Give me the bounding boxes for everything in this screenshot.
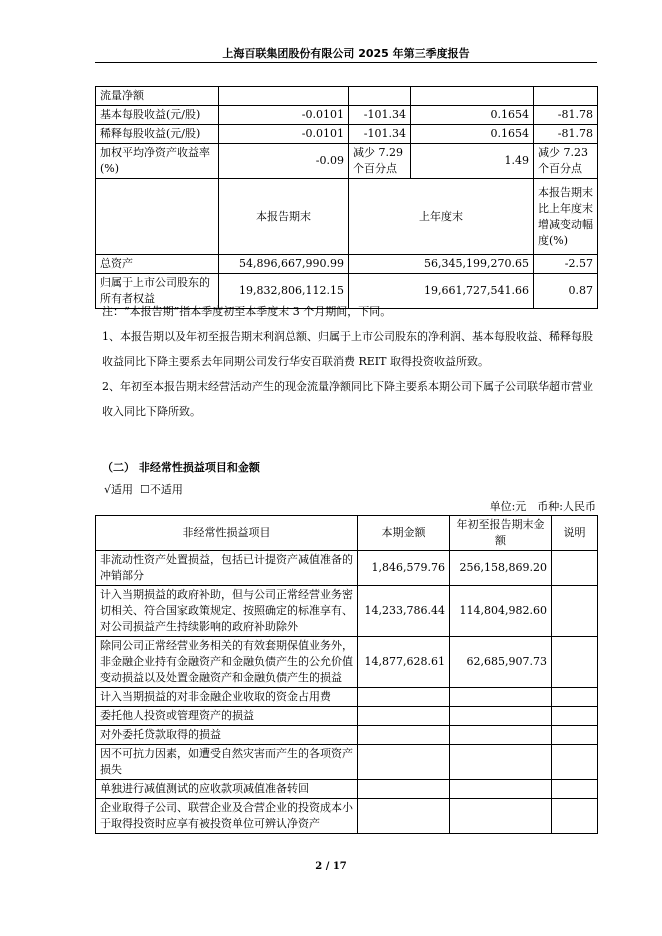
- non-recurring-items-table: [95, 515, 598, 834]
- cell: [96, 179, 219, 255]
- cell: [552, 688, 598, 707]
- table-row: [96, 637, 598, 688]
- row-label: 企业取得子公司、联营企业及合营企业的投资成本小于取得投资时应享有被投资单位可辨认净资产: [96, 799, 358, 834]
- row-label: 加权平均净资产收益率 (%): [96, 144, 219, 179]
- table-header-row: [96, 179, 598, 255]
- table-row: [96, 125, 598, 144]
- row-label: 总资产: [96, 255, 219, 274]
- column-header: 说明: [552, 516, 598, 551]
- table-row: [96, 780, 598, 799]
- cell: 1,846,579.76: [358, 551, 450, 586]
- row-label: 稀释每股收益(元/股): [96, 125, 219, 144]
- cell: 14,233,786.44: [358, 586, 450, 637]
- cell: [358, 688, 450, 707]
- cell: [358, 726, 450, 745]
- header-rule: [95, 62, 597, 63]
- row-label: 计入当期损益的对非金融企业收取的资金占用费: [96, 688, 358, 707]
- cell: [552, 726, 598, 745]
- column-header: 上年度末: [349, 179, 534, 255]
- row-label: 基本每股收益(元/股): [96, 106, 219, 125]
- table-row: [96, 87, 598, 106]
- table-row: [96, 255, 598, 274]
- cell: -101.34: [349, 125, 411, 144]
- cell: 0.1654: [411, 106, 534, 125]
- cell: [349, 87, 411, 106]
- cell: 减少 7.29 个百分点: [349, 144, 411, 179]
- cell: 减少 7.23 个百分点: [534, 144, 598, 179]
- table-header-row: [96, 516, 598, 551]
- cell: [552, 799, 598, 834]
- applicable-checked: √适用: [104, 483, 134, 496]
- cell: [552, 551, 598, 586]
- financial-indicators-table: [95, 86, 598, 309]
- cell: [534, 87, 598, 106]
- cell: 62,685,907.73: [450, 637, 552, 688]
- page-number: 2 / 17: [315, 861, 347, 872]
- cell: -81.78: [534, 106, 598, 125]
- explanation-1: 1、本报告期以及年初至报告期末利润总额、归属于上市公司股东的净利润、基本每股收益、稀释每股收益同比下降主要系去年同期公司发行华安百联消费 REIT 取得投资收益所致。: [102, 330, 593, 368]
- row-label: 除同公司正常经营业务相关的有效套期保值业务外，非金融企业持有金融资产和金融负债产生的公允价值变动损益以及处置金融资产和金融负债产生的损益: [96, 637, 358, 688]
- cell: -2.57: [534, 255, 598, 274]
- cell: 256,158,869.20: [450, 551, 552, 586]
- table-row: [96, 707, 598, 726]
- cell: [358, 745, 450, 780]
- cell: [450, 707, 552, 726]
- row-label: 计入当期损益的政府补助，但与公司正常经营业务密切相关、符合国家政策规定、按照确定的标准享有、对公司损益产生持续影响的政府补助除外: [96, 586, 358, 637]
- cell: [552, 586, 598, 637]
- row-label: 因不可抗力因素，如遭受自然灾害而产生的各项资产损失: [96, 745, 358, 780]
- table-row: [96, 726, 598, 745]
- cell: [450, 780, 552, 799]
- column-header: 年初至报告期末金额: [450, 516, 552, 551]
- row-label: 委托他人投资或管理资产的损益: [96, 707, 358, 726]
- row-label: 非流动性资产处置损益，包括已计提资产减值准备的冲销部分: [96, 551, 358, 586]
- section-title: （二） 非经常性损益项目和金额: [102, 461, 260, 474]
- not-applicable-checkbox: ☐不适用: [140, 483, 183, 496]
- column-header: 非经常性损益项目: [96, 516, 358, 551]
- cell: -81.78: [534, 125, 598, 144]
- cell: 19,832,806,112.15: [219, 274, 349, 309]
- table-row: [96, 586, 598, 637]
- cell: -101.34: [349, 106, 411, 125]
- cell: [411, 87, 534, 106]
- table-row: [96, 799, 598, 834]
- cell: [450, 726, 552, 745]
- column-header: 本报告期末比上年度末增减变动幅度(%): [534, 179, 598, 255]
- cell: [552, 780, 598, 799]
- cell: [358, 780, 450, 799]
- row-label: 对外委托贷款取得的损益: [96, 726, 358, 745]
- column-header: 本报告期末: [219, 179, 349, 255]
- table-note: 注：“本报告期”指本季度初至本季度末 3 个月期间，下同。: [102, 305, 392, 318]
- cell: [552, 745, 598, 780]
- cell: 54,896,667,990.99: [219, 255, 349, 274]
- cell: 114,804,982.60: [450, 586, 552, 637]
- cell: 1.49: [411, 144, 534, 179]
- cell: -0.09: [219, 144, 349, 179]
- row-label: 归属于上市公司股东的所有者权益: [96, 274, 219, 309]
- cell: 0.87: [534, 274, 598, 309]
- cell: [358, 707, 450, 726]
- cell: [219, 87, 349, 106]
- row-label: 流量净额: [96, 87, 219, 106]
- cell: [552, 707, 598, 726]
- cell: [450, 745, 552, 780]
- cell: 0.1654: [411, 125, 534, 144]
- table-row: [96, 144, 598, 179]
- cell: 19,661,727,541.66: [349, 274, 534, 309]
- report-header: 上海百联集团股份有限公司 2025 年第三季度报告: [222, 47, 470, 60]
- cell: [552, 637, 598, 688]
- table-row: [96, 688, 598, 707]
- explanation-2: 2、年初至本报告期末经营活动产生的现金流量净额同比下降主要系本期公司下属子公司联华超市营业收入同比下降所致。: [102, 380, 593, 418]
- cell: [450, 688, 552, 707]
- cell: [450, 799, 552, 834]
- table-row: [96, 106, 598, 125]
- cell: 14,877,628.61: [358, 637, 450, 688]
- unit-currency-label: 单位:元 币种:人民币: [489, 500, 596, 513]
- cell: 56,345,199,270.65: [349, 255, 534, 274]
- table-row: [96, 551, 598, 586]
- column-header: 本期金额: [358, 516, 450, 551]
- cell: -0.0101: [219, 106, 349, 125]
- table-row: [96, 745, 598, 780]
- row-label: 单独进行减值测试的应收款项减值准备转回: [96, 780, 358, 799]
- cell: -0.0101: [219, 125, 349, 144]
- cell: [358, 799, 450, 834]
- applicability: [104, 481, 183, 497]
